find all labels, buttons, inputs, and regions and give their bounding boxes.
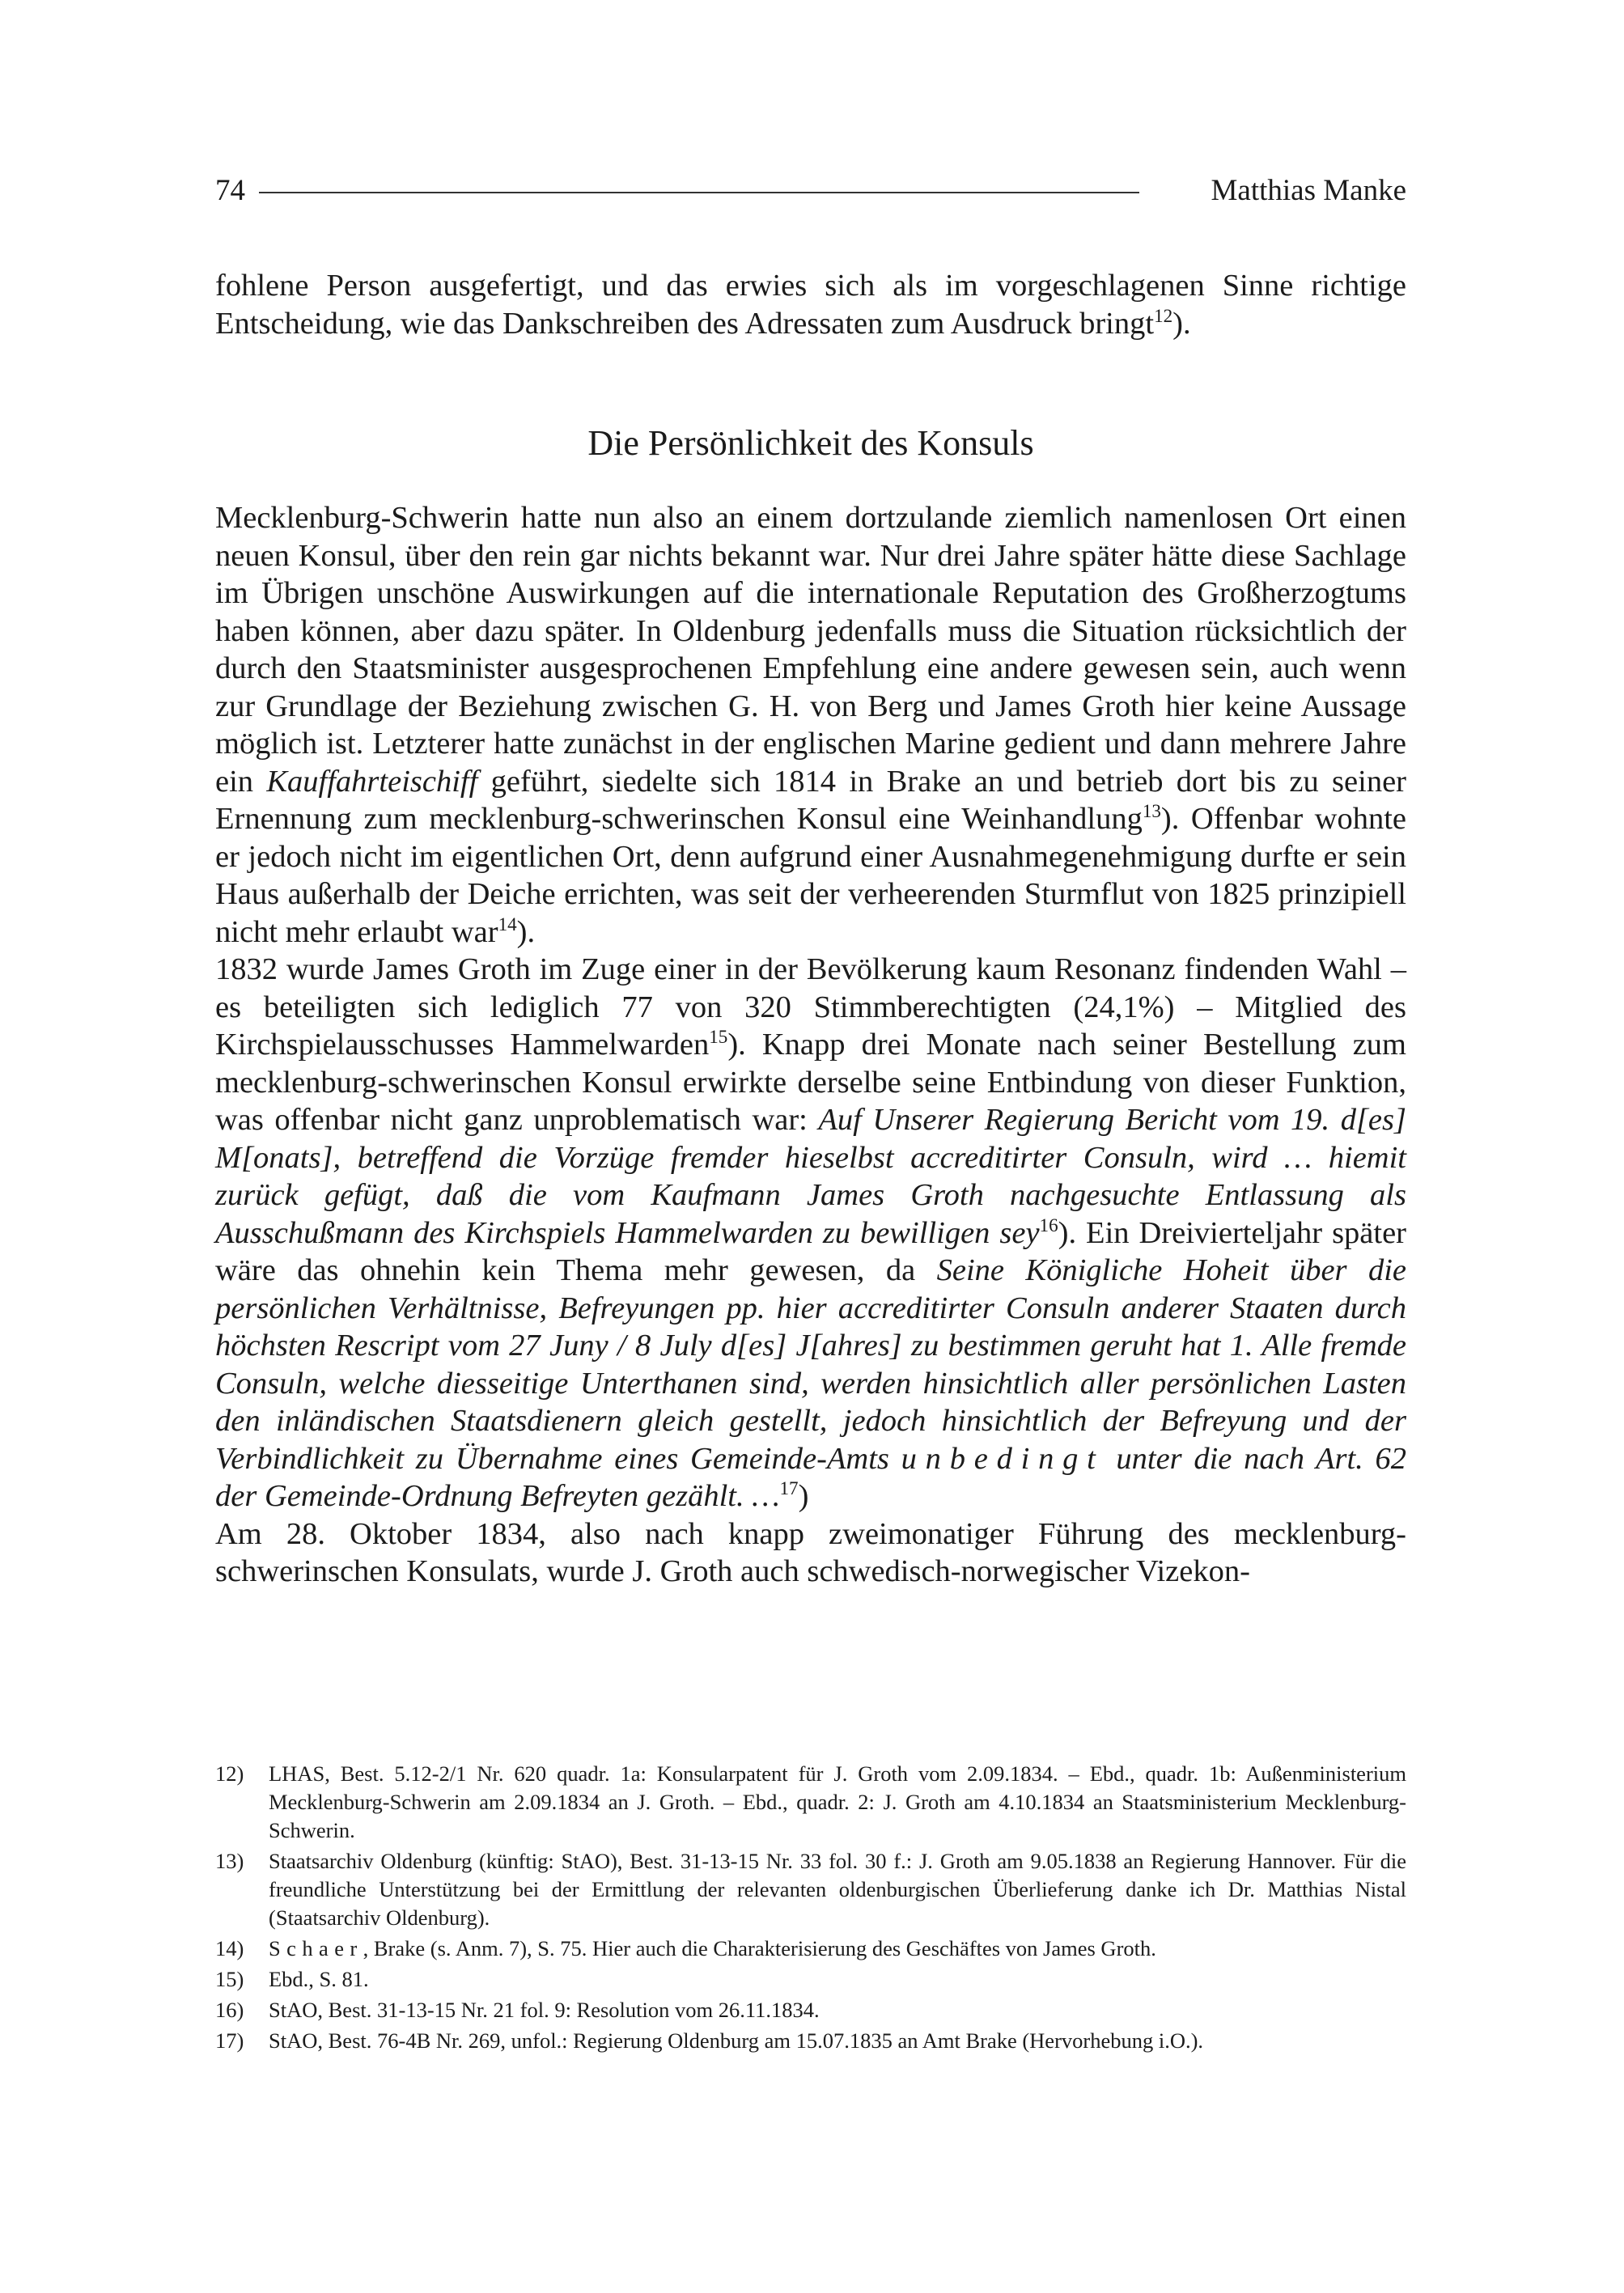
footnote: 14) Schaer, Brake (s. Anm. 7), S. 75. Hier auch die Charakterisierung des Geschäftes von James Groth. — [215, 1935, 1406, 1963]
running-header — [215, 170, 1406, 212]
footnote: 12) LHAS, Best. 5.12-2/1 Nr. 620 quadr. 1a: Konsularpatent für J. Groth vom 2.09.1834. – Ebd., quadr. 1b: Außenministerium Mecklenburg-Schwerin am 2.09.1834 an J. Groth. – Ebd., quadr. 2: J. Groth am 4.10.1834 an Staatsministerium Mecklenburg-Schwerin. — [215, 1761, 1406, 1842]
page-number: 74 — [215, 174, 245, 207]
footnote-number: 14) — [215, 1936, 244, 1960]
footnotes — [215, 1760, 1406, 2055]
footnote-ref[interactable]: 12 — [1154, 304, 1173, 326]
emphasis-spaced: unbedingt — [901, 1441, 1105, 1476]
section-title: Die Persönlichkeit des Konsuls — [587, 423, 1034, 463]
footnote-ref[interactable]: 17 — [779, 1477, 799, 1499]
footnote-ref[interactable]: 15 — [709, 1026, 728, 1048]
footnote: 15) Ebd., S. 81. — [215, 1965, 1406, 1994]
paragraph: Mecklenburg-Schwerin hatte nun also an einem dortzulande ziemlich namenlosen Ort einen neuen Konsul, über den rein gar nichts bekannt war. Nur drei Jahre später hätte diese Sachlage im Übrigen unschöne Auswirkungen auf die internationale Reputation des Großherzogtums haben können, aber dazu später. In Oldenburg jedenfalls muss die Situation rücksichtlich der durch den Staatsminister ausgesprochenen Empfehlung eine andere gewesen sein, auch wenn zur Grundlage der Beziehung zwischen G. H. von Berg und James Groth hier keine Aussage möglich ist. Letzterer hatte zunächst in der englischen Marine gedient und dann mehrere Jahre ein Kauffahrteischiff geführt, siedelte sich 1814 in Brake an und betrieb dort bis zu seiner Ernennung zum mecklenburg-schwerinschen Konsul eine Weinhandlung$^{13}$). Offenbar wohnte er jedoch nicht im eigentlichen Ort, denn aufgrund einer Ausnahmegenehmigung durfte er sein Haus außerhalb der Deiche errichten, was seit der verheerenden Sturmflut von 1825 prinzipiell nicht mehr erlaubt war$^{14}$). — [215, 501, 1407, 949]
running-author: Matthias Manke — [1211, 174, 1406, 207]
footnote-number: 17) — [215, 2028, 244, 2053]
footnote-number: 16) — [215, 1998, 244, 2022]
intro-paragraph: fohlene Person ausgefertigt, und das erwies sich als im vorgeschlagenen Sinne richtige Entscheidung, wie das Dankschreiben des Adressaten zum Ausdruck bringt$^{12}$). — [215, 269, 1406, 341]
header-rule — [259, 192, 1139, 193]
footnote-ref[interactable]: 14 — [498, 913, 517, 935]
quotation: Seine Königliche Hoheit über die persönlichen Verhältnisse, Befreyungen pp. hier accreditirter Consuln anderer Staaten durch höchsten Rescript vom 27 Juny / 8 July d[es] J[ahres] zu bestimmen geruht hat 1. Alle fremde Consuln, welche diesseitige Unterthanen sind, werden hinsichtlich aller persönlichen Lasten den inländischen Staatsdienern gleich gestellt, jedoch hinsichtlich der Befreyung und der Verbindlichkeit zu Übernahme eines Gemeinde-Amts — [215, 1253, 1406, 1476]
paragraph: Am 28. Oktober 1834, also nach knapp zweimonatiger Führung des mecklenburg-schwerinschen Konsulats, wurde J. Groth auch schwedisch-norwegischer Vizekon- — [215, 1516, 1406, 1588]
italic-term: Kauffahrteischiff — [266, 764, 478, 799]
paragraph: 1832 wurde James Groth im Zuge einer in der Bevölkerung kaum Resonanz findenden Wahl – es beteiligten sich lediglich 77 von 320 Stimmberechtigten (24,1%) – Mitglied des Kirchspielausschusses Hammelwarden$^{15}$). Knapp drei Monate nach seiner Bestellung zum mecklenburg-schwerinschen Konsul erwirkte derselbe seine Entbindung von dieser Funktion, was offenbar nicht ganz unproblematisch war: Auf Unserer Regierung Bericht vom 19. d[es] M[onats], betreffend die Vorzüge fremder hieselbst accreditirter Consuln, wird … hiemit zurück gefügt, daß die vom Kaufmann James Groth nachgesuchte Entlassung als Ausschußmann des Kirchspiels Hammelwarden zu bewilligen sey$^{16}$). Ein Dreivierteljahr später wäre das ohnehin kein Thema mehr gewesen, da Seine Königliche Hoheit über die persönlichen Verhältnisse, Befreyungen pp. hier accreditirter Consuln anderer Staaten durch höchsten Rescript vom 27 Juny / 8 July d[es] J[ahres] zu bestimmen geruht hat 1. Alle fremde Consuln, welche diesseitige Unterthanen sind, werden hinsichtlich aller persönlichen Lasten den inländischen Staatsdienern gleich gestellt, jedoch hinsichtlich der Befreyung und der Verbindlichkeit zu Übernahme eines Gemeinde-Amts unbedingt unter die nach Art. 62 der Gemeinde-Ordnung Befreyten gezählt. …$^{17}$) — [215, 952, 1406, 1513]
footnote-number: 15) — [215, 1967, 244, 1991]
footnote-number: 12) — [215, 1761, 244, 1786]
body-text — [215, 499, 1406, 1591]
footnote-ref[interactable]: 13 — [1142, 800, 1161, 822]
quotation: Auf Unserer Regierung Bericht vom 19. d[es] M[onats], betreffend die Vorzüge fremder hieselbst accreditirter Consuln, wird … hiemit zurück gefügt, daß die vom Kaufmann James Groth nachgesuchte Entlassung als Ausschußmann des Kirchspiels Hammelwarden zu bewilligen sey — [215, 1103, 1406, 1250]
footnote: 16) StAO, Best. 31-13-15 Nr. 21 fol. 9: Resolution vom 26.11.1834. — [215, 1996, 1406, 2024]
quotation: unter die nach Art. 62 der Gemeinde-Ordnung Befreyten gezählt. … — [215, 1441, 1406, 1513]
footnote-number: 13) — [215, 1849, 244, 1873]
footnote-ref[interactable]: 16 — [1039, 1214, 1058, 1236]
footnote: 13) Staatsarchiv Oldenburg (künftig: StAO), Best. 31-13-15 Nr. 33 fol. 30 f.: J. Groth am 9.05.1838 an Regierung Hannover. Für die freundliche Unterstützung bei der Ermittlung der relevanten oldenburgischen Überlieferung danke ich Dr. Matthias Nistal (Staatsarchiv Oldenburg). — [215, 1849, 1406, 1930]
footnote: 17) StAO, Best. 76-4B Nr. 269, unfol.: Regierung Oldenburg am 15.07.1835 an Amt Brake (Hervorhebung i.O.). — [215, 2027, 1406, 2055]
author-name-spaced: Schaer — [269, 1936, 363, 1960]
